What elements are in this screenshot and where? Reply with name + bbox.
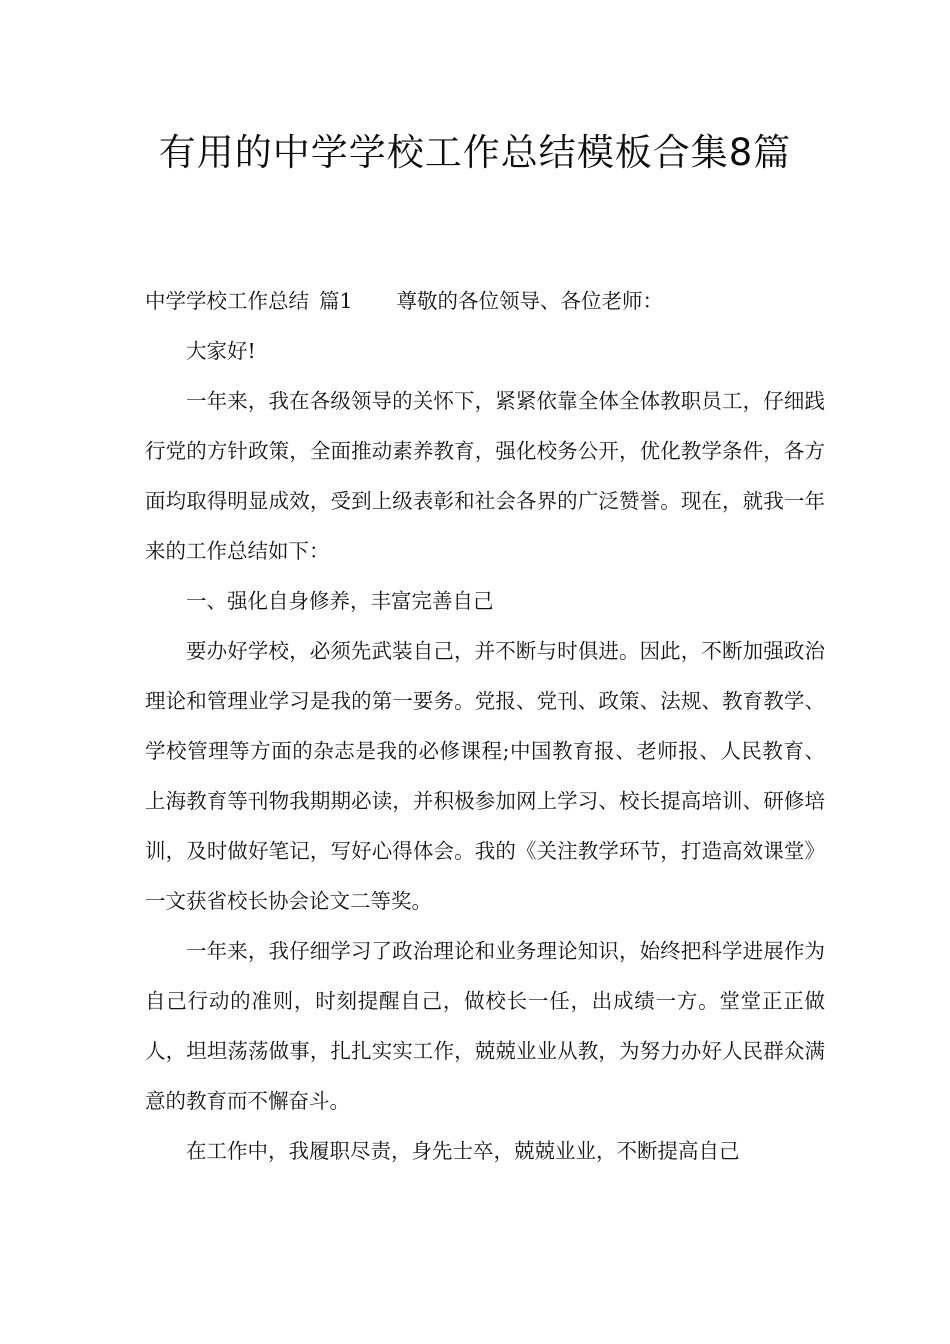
paragraph-intro: 一年来，我在各级领导的关怀下，紧紧依靠全体全体教职员工，仔细践行党的方针政策，全面推动素养教育，强化校务公开，优化教学条件，各方面均取得明显成效，受到上级表彰和社会各界的广泛赞誉。现在，就我一年来的工作总结如下： [145, 389, 825, 563]
section-subheading: 一、强化自身修养，丰富完善自己 [186, 589, 494, 613]
document-title: 有用的中学学校工作总结模板合集8篇 [158, 131, 792, 174]
paragraph-work: 在工作中，我履职尽责，身先士卒，兢兢业业，不断提高自己 [186, 1139, 740, 1163]
paragraph-theory: 一年来，我仔细学习了政治理论和业务理论知识，始终把科学进展作为自己行动的准则，时刻提醒自己，做校长一任，出成绩一方。堂堂正正做人，坦坦荡荡做事，扎扎实实工作，兢兢业业从教，为努力办好人民群众满意的教育而不懈奋斗。 [145, 939, 825, 1113]
section-label: 中学学校工作总结 [145, 289, 309, 313]
section-heading-line [145, 276, 825, 326]
section-number: 篇1 [319, 289, 353, 313]
paragraph-study: 要办好学校，必须先武装自己，并不断与时俱进。因此，不断加强政治理论和管理业学习是我的第一要务。党报、党刊、政策、法规、教育教学、学校管理等方面的杂志是我的必修课程;中国教育报、老师报、人民教育、上海教育等刊物我期期必读，并积极参加网上学习、校长提高培训、研修培训，及时做好笔记，写好心得体会。我的《关注教学环节，打造高效课堂》一文获省校长协会论文二等奖。 [145, 639, 825, 913]
salutation: 尊敬的各位领导、各位老师： [396, 289, 664, 313]
document-body [145, 276, 825, 1176]
paragraph-greeting: 大家好! [186, 339, 256, 363]
